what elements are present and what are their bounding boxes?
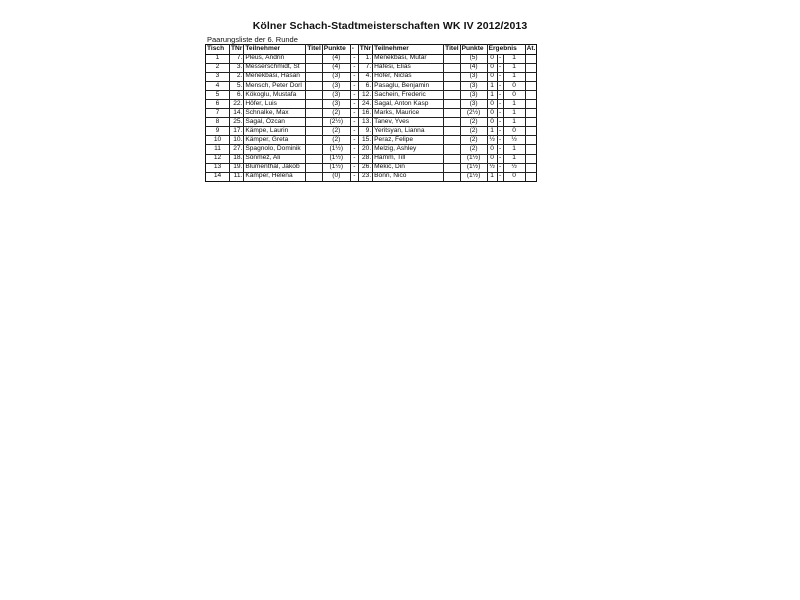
cell-player-no: 25. xyxy=(230,118,244,127)
cell-opponent: Yeritsyan, Lianna xyxy=(373,127,444,136)
cell-result-white: 1 xyxy=(487,81,497,90)
cell-opponent-no: 4. xyxy=(358,72,372,81)
table-header-row xyxy=(206,45,537,55)
cell-opponent-points: (2) xyxy=(460,136,487,145)
cell-player-no: 7. xyxy=(230,54,244,63)
cell-opponent-title xyxy=(444,118,460,127)
cell-opponent-points: (3) xyxy=(460,72,487,81)
table-row xyxy=(206,109,537,118)
cell-table-no: 5 xyxy=(206,90,230,99)
cell-result-black: 1 xyxy=(503,154,525,163)
cell-dash: - xyxy=(350,172,358,181)
cell-table-no: 9 xyxy=(206,127,230,136)
cell-result-separator: - xyxy=(498,154,502,162)
cell-result-white: 0 xyxy=(487,99,497,108)
cell-result-black: 0 xyxy=(503,172,525,181)
header-participant: Teilnehmer xyxy=(244,45,306,55)
header-title: Titel xyxy=(306,45,322,55)
cell-opponent-title xyxy=(444,136,460,145)
cell-opponent-title xyxy=(444,81,460,90)
cell-opponent-no: 13. xyxy=(358,118,372,127)
cell-result-white: 0 xyxy=(487,63,497,72)
cell-points: (1½) xyxy=(322,145,350,154)
table-row xyxy=(206,90,537,99)
cell-opponent-title xyxy=(444,99,460,108)
cell-result-separator: - xyxy=(498,117,502,125)
cell-title xyxy=(306,72,322,81)
cell-opponent-title xyxy=(444,172,460,181)
cell-opponent-points: (2) xyxy=(460,145,487,154)
cell-opponent-title xyxy=(444,109,460,118)
cell-player-no: 14. xyxy=(230,109,244,118)
cell-opponent: Marks, Maurice xyxy=(373,109,444,118)
cell-result-separator: - xyxy=(498,90,502,98)
cell-player-no: 18. xyxy=(230,154,244,163)
cell-at xyxy=(525,81,537,90)
cell-dash: - xyxy=(350,136,358,145)
cell-result-black: 1 xyxy=(503,54,525,63)
cell-opponent-no: 26. xyxy=(358,163,372,172)
cell-opponent-no: 23. xyxy=(358,172,372,181)
table-row xyxy=(206,99,537,108)
cell-opponent-no: 28. xyxy=(358,154,372,163)
cell-points: (2) xyxy=(322,136,350,145)
cell-points: (3) xyxy=(322,72,350,81)
table-row xyxy=(206,54,537,63)
cell-dash: - xyxy=(350,81,358,90)
cell-opponent: Sachein, Frederic xyxy=(373,90,444,99)
cell-participant: Blumenthal, Jakob xyxy=(244,163,306,172)
cell-opponent-title xyxy=(444,163,460,172)
cell-opponent: Sagal, Anton Kasp xyxy=(373,99,444,108)
cell-title xyxy=(306,154,322,163)
cell-dash: - xyxy=(350,163,358,172)
cell-opponent-points: (1½) xyxy=(460,172,487,181)
cell-opponent-no: 15. xyxy=(358,136,372,145)
cell-result-separator: - xyxy=(498,145,502,153)
cell-dash: - xyxy=(350,118,358,127)
cell-opponent: Bonn, Nico xyxy=(373,172,444,181)
cell-player-no: 3. xyxy=(230,63,244,72)
table-row xyxy=(206,72,537,81)
cell-table-no: 1 xyxy=(206,54,230,63)
cell-opponent-title xyxy=(444,72,460,81)
cell-opponent-points: (1½) xyxy=(460,163,487,172)
cell-player-no: 6. xyxy=(230,90,244,99)
cell-opponent-title xyxy=(444,54,460,63)
cell-table-no: 14 xyxy=(206,172,230,181)
cell-result-separator: - xyxy=(498,172,502,180)
cell-player-no: 27. xyxy=(230,145,244,154)
cell-opponent-title xyxy=(444,154,460,163)
cell-points: (2½) xyxy=(322,118,350,127)
table-row xyxy=(206,118,537,127)
cell-dash: - xyxy=(350,109,358,118)
pairings-body xyxy=(206,54,537,181)
cell-points: (1½) xyxy=(322,163,350,172)
cell-result-white: ½ xyxy=(487,136,497,145)
cell-result-white: 0 xyxy=(487,54,497,63)
cell-title xyxy=(306,163,322,172)
document-title: Kölner Schach-Stadtmeisterschaften WK IV 2012/2013 xyxy=(252,20,528,32)
cell-result-white: 1 xyxy=(487,127,497,136)
cell-result-separator: - xyxy=(498,99,502,107)
cell-opponent-no: 6. xyxy=(358,81,372,90)
cell-participant: Spagnolo, Dominik xyxy=(244,145,306,154)
pairings-table xyxy=(205,44,537,182)
cell-opponent-points: (1½) xyxy=(460,154,487,163)
cell-at xyxy=(525,154,537,163)
cell-player-no: 10. xyxy=(230,136,244,145)
cell-result-white: 0 xyxy=(487,118,497,127)
cell-player-no: 19. xyxy=(230,163,244,172)
cell-table-no: 10 xyxy=(206,136,230,145)
cell-opponent: Hamm, Till xyxy=(373,154,444,163)
cell-result-white: 0 xyxy=(487,145,497,154)
cell-opponent: Höfer, Niclas xyxy=(373,72,444,81)
cell-opponent-title xyxy=(444,90,460,99)
cell-result-separator: - xyxy=(498,72,502,80)
cell-result-separator: - xyxy=(498,81,502,89)
cell-result-black: 1 xyxy=(503,99,525,108)
cell-opponent-points: (3) xyxy=(460,90,487,99)
cell-dash: - xyxy=(350,90,358,99)
cell-table-no: 2 xyxy=(206,63,230,72)
cell-result-separator: - xyxy=(498,54,502,62)
cell-table-no: 7 xyxy=(206,109,230,118)
cell-result-black: 1 xyxy=(503,109,525,118)
cell-result-white: 1 xyxy=(487,172,497,181)
cell-at xyxy=(525,72,537,81)
cell-dash: - xyxy=(350,127,358,136)
cell-participant: Sönmez, Ali xyxy=(244,154,306,163)
cell-table-no: 8 xyxy=(206,118,230,127)
cell-table-no: 13 xyxy=(206,163,230,172)
cell-result-separator: - xyxy=(498,127,502,134)
cell-dash: - xyxy=(350,63,358,72)
cell-title xyxy=(306,172,322,181)
cell-at xyxy=(525,163,537,172)
table-row xyxy=(206,127,537,136)
cell-opponent-title xyxy=(444,63,460,72)
cell-participant: Kämper, Helena xyxy=(244,172,306,181)
cell-at xyxy=(525,118,537,127)
cell-participant: Menekbasi, Hasan xyxy=(244,72,306,81)
cell-player-no: 17. xyxy=(230,127,244,136)
header-opponent-title: Titel xyxy=(444,45,460,55)
cell-title xyxy=(306,109,322,118)
cell-opponent-no: 20. xyxy=(358,145,372,154)
cell-at xyxy=(525,172,537,181)
cell-result-separator: - xyxy=(498,163,502,171)
cell-opponent-no: 7. xyxy=(358,63,372,72)
header-at: At. xyxy=(525,45,537,55)
cell-at xyxy=(525,109,537,118)
cell-points: (0) xyxy=(322,172,350,181)
cell-participant: Höfer, Luis xyxy=(244,99,306,108)
cell-result-black: 1 xyxy=(503,118,525,127)
cell-opponent: Pasaglu, Benjamin xyxy=(373,81,444,90)
cell-opponent-title xyxy=(444,145,460,154)
cell-opponent: Hafesi, Elias xyxy=(373,63,444,72)
cell-table-no: 11 xyxy=(206,145,230,154)
cell-participant: Sagal, Özcan xyxy=(244,118,306,127)
header-opponent-points: Punkte xyxy=(460,45,487,55)
cell-opponent-title xyxy=(444,127,460,136)
cell-opponent: Tanev, Yves xyxy=(373,118,444,127)
cell-at xyxy=(525,127,537,136)
cell-points: (4) xyxy=(322,63,350,72)
cell-title xyxy=(306,145,322,154)
cell-participant: Kämpe, Laurin xyxy=(244,127,306,136)
cell-player-no: 5. xyxy=(230,81,244,90)
cell-result-black: ½ xyxy=(503,136,525,145)
cell-result-black: ½ xyxy=(503,163,525,172)
cell-title xyxy=(306,63,322,72)
cell-table-no: 12 xyxy=(206,154,230,163)
cell-result-white: 0 xyxy=(487,72,497,81)
cell-title xyxy=(306,118,322,127)
cell-points: (3) xyxy=(322,90,350,99)
cell-at xyxy=(525,54,537,63)
cell-table-no: 3 xyxy=(206,72,230,81)
cell-result-separator: - xyxy=(498,63,502,71)
cell-dash: - xyxy=(350,154,358,163)
cell-points: (2) xyxy=(322,127,350,136)
table-row xyxy=(206,145,537,154)
cell-result-white: 1 xyxy=(487,90,497,99)
cell-opponent-points: (4) xyxy=(460,63,487,72)
header-dash: - xyxy=(350,45,358,55)
cell-title xyxy=(306,90,322,99)
cell-dash: - xyxy=(350,99,358,108)
cell-opponent: Mekic, Din xyxy=(373,163,444,172)
cell-table-no: 6 xyxy=(206,99,230,108)
header-opponent: Teilnehmer xyxy=(373,45,444,55)
cell-title xyxy=(306,136,322,145)
cell-result-separator: - xyxy=(498,108,502,116)
cell-opponent-points: (5) xyxy=(460,54,487,63)
cell-opponent-no: 24. xyxy=(358,99,372,108)
cell-dash: - xyxy=(350,145,358,154)
cell-result-white: 0 xyxy=(487,109,497,118)
cell-result-black: 0 xyxy=(503,127,525,136)
cell-opponent-points: (3) xyxy=(460,81,487,90)
cell-participant: Messerschmidt, St xyxy=(244,63,306,72)
cell-points: (4) xyxy=(322,54,350,63)
header-points: Punkte xyxy=(322,45,350,55)
cell-points: (2) xyxy=(322,109,350,118)
table-row xyxy=(206,154,537,163)
cell-points: (3) xyxy=(322,99,350,108)
cell-opponent-points: (2½) xyxy=(460,109,487,118)
cell-participant: Kämper, Greta xyxy=(244,136,306,145)
cell-at xyxy=(525,90,537,99)
cell-opponent: Peraz, Felipe xyxy=(373,136,444,145)
cell-participant: Schnalke, Max xyxy=(244,109,306,118)
cell-opponent: Menekbasi, Mutar xyxy=(373,54,444,63)
cell-opponent-no: 12. xyxy=(358,90,372,99)
cell-participant: Kökoglu, Mustafa xyxy=(244,90,306,99)
cell-table-no: 4 xyxy=(206,81,230,90)
cell-title xyxy=(306,99,322,108)
cell-result-black: 1 xyxy=(503,145,525,154)
header-result: Ergebnis xyxy=(487,45,525,55)
cell-title xyxy=(306,127,322,136)
cell-result-white: ½ xyxy=(487,163,497,172)
cell-opponent-points: (2) xyxy=(460,118,487,127)
cell-opponent-points: (3) xyxy=(460,99,487,108)
header-player-no: TNr xyxy=(230,45,244,55)
cell-opponent-points: (2) xyxy=(460,127,487,136)
table-row xyxy=(206,163,537,172)
cell-player-no: 22. xyxy=(230,99,244,108)
cell-dash: - xyxy=(350,72,358,81)
table-row xyxy=(206,172,537,181)
cell-player-no: 2. xyxy=(230,72,244,81)
cell-result-separator: - xyxy=(498,136,502,144)
cell-result-black: 0 xyxy=(503,81,525,90)
cell-opponent-no: 16. xyxy=(358,109,372,118)
cell-at xyxy=(525,145,537,154)
cell-result-black: 1 xyxy=(503,63,525,72)
cell-opponent-no: 9. xyxy=(358,127,372,136)
cell-dash: - xyxy=(350,54,358,63)
cell-result-white: 0 xyxy=(487,154,497,163)
cell-points: (3) xyxy=(322,81,350,90)
cell-points: (1½) xyxy=(322,154,350,163)
document-subtitle: Paarungsliste der 6. Runde xyxy=(207,35,298,44)
cell-result-black: 1 xyxy=(503,72,525,81)
cell-player-no: 11. xyxy=(230,172,244,181)
cell-title xyxy=(306,54,322,63)
header-opponent-no: TNr xyxy=(358,45,372,55)
table-row xyxy=(206,136,537,145)
cell-title xyxy=(306,81,322,90)
cell-at xyxy=(525,99,537,108)
cell-opponent-no: 1. xyxy=(358,54,372,63)
table-row xyxy=(206,63,537,72)
cell-result-black: 0 xyxy=(503,90,525,99)
cell-opponent: Melzig, Ashley xyxy=(373,145,444,154)
table-row xyxy=(206,81,537,90)
cell-at xyxy=(525,63,537,72)
cell-participant: Pleus, Andrin xyxy=(244,54,306,63)
cell-participant: Mensch, Peter Dorl xyxy=(244,81,306,90)
cell-at xyxy=(525,136,537,145)
header-table-no: Tisch xyxy=(206,45,230,55)
